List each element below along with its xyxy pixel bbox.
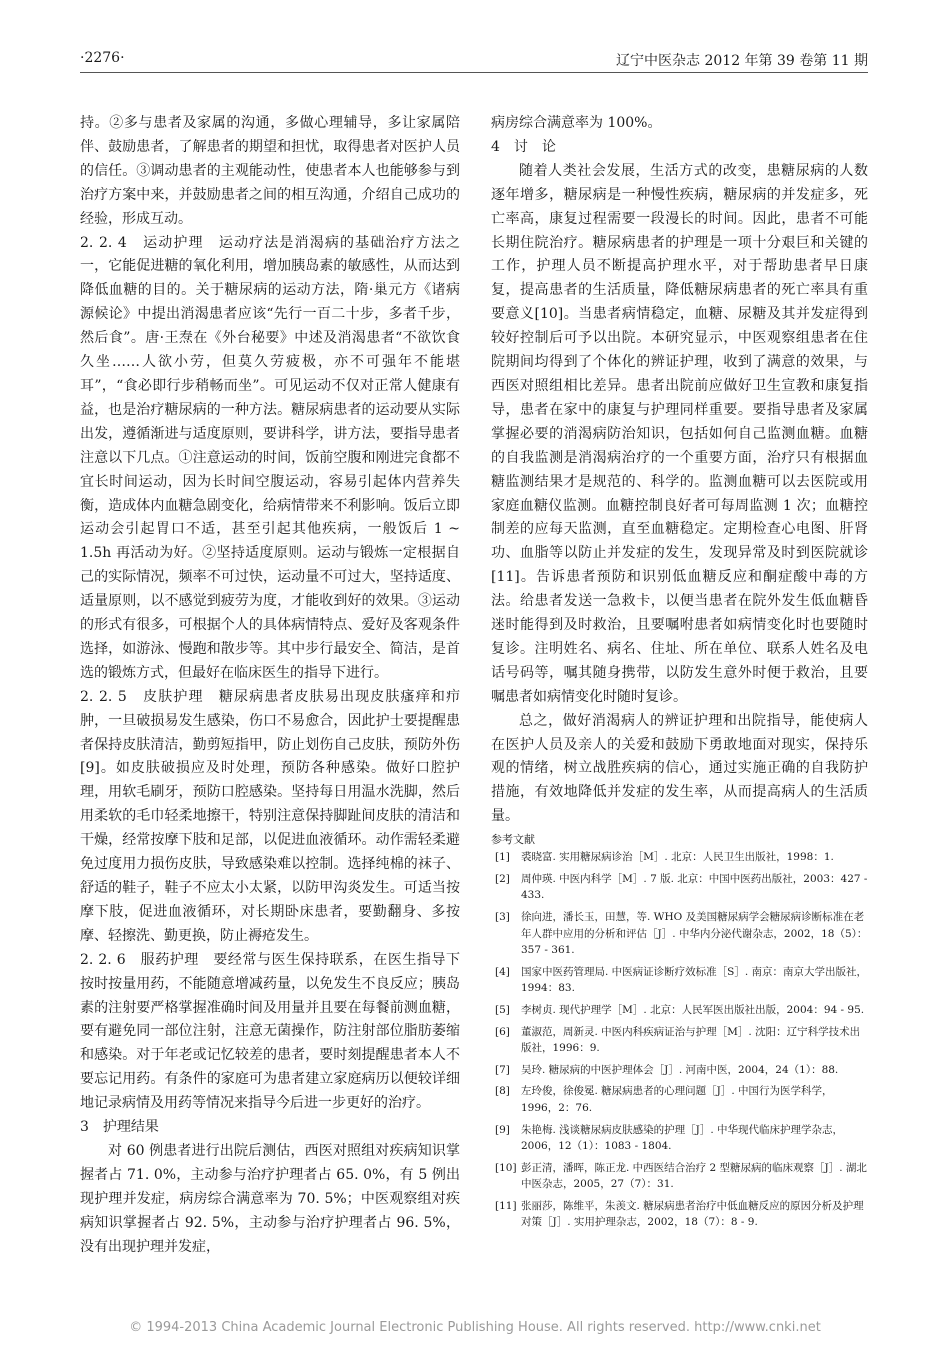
reference-item: [1] 裘晓富. 实用糖尿病诊治［M］. 北京：人民卫生出版社，1998：1. [495, 851, 834, 864]
reference-item: [4] 国家中医药管理局. 中医病证诊断疗效标准［S］. 南京：南京大学出版社，1994：83. [495, 965, 868, 995]
reference-item: [9] 朱艳梅. 浅谈糖尿病皮肤感染的护理［J］. 中华现代临床护理学杂志，2006，12（1）：1083 - 1804. [495, 1123, 844, 1153]
page-number: ·2276· [80, 50, 125, 66]
section-2-2-4-exercise-care: 2. 2. 4 运动护理 运动疗法是消渴病的基础治疗方法之一，它能促进糖的氧化利用，增加胰岛素的敏感性，从而达到降低血糖的目的。关于糖尿病的运动方法，隋·巢元方《诸病源候论》中提出消渴患者应该“先行一百二十步，多者千步，然后食”。唐·王焘在《外台秘要》中述及消渴患者“不欲饮食久坐……人欲小劳，但莫久劳疲极，亦不可强年不能堪耳”，“食必即行步稍畅而坐”。可见运动不仅对正常人健康有益，也是治疗糖尿病的一种方法。糖尿病患者的运动要从实际出发，遵循渐进与适度原则，要讲科学，讲方法，要指导患者注意以下几点。①注意运动的时间，饭前空腹和刚进完食都不宜长时间运动，因为长时间空腹运动，容易引起体内营养失衡，造成体内血糖急剧变化，给病情带来不利影响。饭后立即运动会引起胃口不适，甚至引起其他疾病，一般饭后 1 ~ 1.5h 再活动为好。②坚持适度原则。运动与锻炼一定根据自己的实际情况，频率不可过快，运动量不可过大，坚持适度、适量原则，以不感觉到疲劳为度，才能收到好的效果。③运动的形式有很多，可根据个人的具体病情特点、爱好及客观条件选择，如游泳、慢跑和散步等。其中步行最安全、简洁，是首选的锻炼方式，但最好在临床医生的指导下进行。 [80, 234, 460, 681]
section-3-results: 对 60 例患者进行出院后测估，西医对照组对疾病知识掌握者占 71. 0%，主动参与治疗护理者占 65. 0%，有 5 例出现护理并发症，病房综合满意率为 70. 5%；中医观察组对疾病知识掌握者占 92. 5%，主动参与治疗护理者占 96. 5%，没有出现护理并发症， [80, 1142, 460, 1255]
copyright-footer: © 1994-2013 China Academic Journal Electronic Publishing House. All rights reserved. http://www.cnki.net [129, 1320, 821, 1335]
reference-item: [2] 周仲瑛. 中医内科学［M］. 7 版. 北京：中国中医药出版社，2003：427 - 433. [495, 872, 868, 902]
results-continued: 病房综合满意率为 100%。 [491, 115, 662, 131]
reference-item: [6] 董淑范，周新灵. 中医内科疾病证治与护理［M］. 沈阳：辽宁科学技术出版社，1996：9. [495, 1025, 861, 1055]
reference-item: [7] 吴玲. 糖尿病的中医护理体会［J］. 河南中医，2004，24（1）：88. [495, 1063, 839, 1076]
reference-item: [3] 徐向进，潘长玉，田慧，等. WHO 及美国糖尿病学会糖尿病诊断标准在老年人群中应用的分析和评估［J］. 中华内分泌代谢杂志，2002，18（5）：357 - 361. [495, 910, 868, 957]
section-2-2-6-medication-care: 2. 2. 6 服药护理 要经常与医生保持联系，在医生指导下按时按量用药，不能随意增减药量，以免发生不良反应；胰岛素的注射要严格掌握准确时间及用量并且要在每餐前测血糖，要有避免同一部位注射，注意无菌操作，防注射部位脂肪萎缩和感染。对于年老或记忆较差的患者，要时刻提醒患者本人不要忘记用药。有条件的家庭可为患者建立家庭病历以便较详细地记录病情及用药等情况来指导今后进一步更好的治疗。 [80, 951, 460, 1112]
reference-item: [11] 张丽莎，陈维平，朱羡文. 糖尿病患者治疗中低血糖反应的原因分析及护理对策［J］. 实用护理杂志，2002，18（7）：8 - 9. [495, 1199, 864, 1229]
reference-item: [10] 彭正清，潘晖，陈正龙. 中西医结合治疗 2 型糖尿病的临床观察［J］. 湖北中医杂志，2005，27（7）：31. [495, 1161, 867, 1191]
section-4-heading: 4 讨 论 [491, 138, 556, 155]
paragraph-continued: 持。②多与患者及家属的沟通，多做心理辅导，多让家属陪伴、鼓励患者，了解患者的期望和担忧，取得患者对医护人员的信任。③调动患者的主观能动性，使患者本人也能够参与到治疗方案中来，并鼓励患者之间的相互沟通，介绍自己成功的经验，形成互动。 [80, 115, 460, 227]
reference-item: [5] 李树贞. 现代护理学［M］. 北京：人民军医出版社出版，2004：94 - 95. [495, 1003, 865, 1016]
section-2-2-5-skin-care: 2. 2. 5 皮肤护理 糖尿病患者皮肤易出现皮肤瘙痒和疖肿，一旦破损易发生感染，伤口不易愈合，因此护士要提醒患者保持皮肤清洁，勤剪短指甲，防止划伤自己皮肤，预防外伤[9]。如皮肤破损应及时处理，预防各种感染。做好口腔护理，用软毛刷牙，预防口腔感染。坚持每日用温水洗脚，然后用柔软的毛巾轻柔地擦干，特别注意保持脚趾间皮肤的清洁和干燥，经常按摩下肢和足部，以促进血液循环。动作需轻柔避免过度用力损伤皮肤，导致感染难以控制。选择纯棉的袜子、舒适的鞋子，鞋子不应太小太紧，以防甲沟炎发生。可适当按摩下肢，促进血液循环，对长期卧床患者，要勤翻身、多按摩、轻擦洗、勤更换，防止褥疮发生。 [80, 688, 460, 944]
left-column [80, 112, 460, 1260]
reference-list [491, 849, 868, 1231]
section-3-heading: 3 护理结果 [80, 1119, 159, 1136]
reference-item: [8] 左玲俊，徐俊冕. 糖尿病患者的心理问题［J］. 中国行为医学科学，1996，2：76. [495, 1085, 833, 1114]
journal-header: 辽宁中医杂志 2012 年第 39 卷第 11 期 [616, 53, 868, 69]
discussion-paragraph-2: 总之，做好消渴病人的辨证护理和出院指导，能使病人在医护人员及亲人的关爱和鼓励下勇敢地面对现实，保持乐观的情绪，树立战胜疾病的信心，通过实施正确的自我防护措施，有效地降低并发症的发生率，从而提高病人的生活质量。 [491, 712, 868, 825]
references-title: 参考文献 [491, 833, 535, 847]
discussion-paragraph-1: 随着人类社会发展，生活方式的改变，患糖尿病的人数逐年增多，糖尿病是一种慢性疾病，糖尿病的并发症多，死亡率高，康复过程需要一段漫长的时间。因此，患者不可能长期住院治疗。糖尿病患者的护理是一项十分艰巨和关键的工作，护理人员不断提高护理水平，对于帮助患者早日康复，提高患者的生活质量，降低糖尿病患者的死亡率具有重要意义[10]。当患者病情稳定，血糖、尿糖及其并发症得到较好控制后可予以出院。本研究显示，中医观察组患者在住院期间均得到了个体化的辨证护理，收到了满意的效果，与西医对照组相比差异。患者出院前应做好卫生宣教和康复指导，患者在家中的康复与护理同样重要。要指导患者及家属掌握必要的消渴病防治知识，包括如何自己监测血糖。血糖的自我监测是消渴病治疗的一个重要方面，治疗只有根据血糖监测结果才是规范的、科学的。监测血糖可以去医院或用家庭血糖仪监测。血糖控制良好者可每周监测 1 次；血糖控制差的应每天监测，直至血糖稳定。定期检查心电图、肝肾功、血脂等以防止并发症的发生，发现异常及时到医院就诊[11]。告诉患者预防和识别低血糖反应和酮症酸中毒的方法。给患者发送一急救卡，以便当患者在院外发生低血糖昏迷时能得到及时救治，且要嘱咐患者如病情变化时也要随时复诊。注明姓名、病名、住址、所在单位、联系人姓名及电话号码等，嘱其随身携带，以防发生意外时便于救治，且要嘱患者如病情变化时随时复诊。 [491, 162, 868, 705]
header-rule [80, 72, 868, 73]
right-column [491, 112, 868, 1236]
